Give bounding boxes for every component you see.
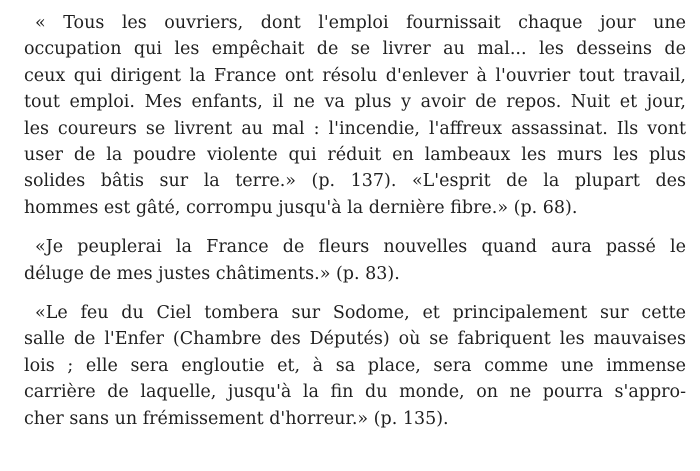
text-line: cher sans un frémissement d'horreur.» (p. 135). bbox=[24, 408, 449, 429]
text-line: les coureurs se livrent au mal : l'incendie, l'affreux assassinat. Ils vont bbox=[24, 118, 686, 139]
text-line: déluge de mes justes châtiments.» (p. 83). bbox=[24, 263, 400, 284]
text-line: hommes est gâté, corrompu jusqu'à la dernière fibre.» (p. 68). bbox=[24, 197, 578, 218]
text-line: carrière de laquelle, jusqu'à la fin du monde, on ne pourra s'appro- bbox=[24, 382, 686, 403]
text-line: «Je peuplerai la France de fleurs nouvelles quand aura passé le bbox=[35, 237, 686, 258]
text-line: occupation qui les empêchait de se livrer au mal... les desseins de bbox=[24, 39, 686, 60]
paragraph-2 bbox=[24, 234, 686, 287]
text-line: ceux qui dirigent la France ont résolu d'enlever à l'ouvrier tout travail, bbox=[24, 65, 686, 86]
text-line: salle de l'Enfer (Chambre des Députés) où se fabriquent les mauvaises bbox=[24, 329, 686, 350]
text-line: « Tous les ouvriers, dont l'emploi fournissait chaque jour une bbox=[35, 13, 686, 33]
text-line: lois ; elle sera engloutie et, à sa place, sera comme une immense bbox=[24, 355, 686, 376]
text-line: solides bâtis sur la terre.» (p. 137). «L'esprit de la plupart des bbox=[24, 171, 686, 192]
text-line: «Le feu du Ciel tombera sur Sodome, et principalement sur cette bbox=[35, 303, 686, 324]
paragraph-1 bbox=[24, 10, 686, 221]
text-line: tout emploi. Mes enfants, il ne va plus y avoir de repos. Nuit et jour, bbox=[24, 92, 686, 113]
paragraph-3 bbox=[24, 300, 686, 432]
text-line: user de la poudre violente qui réduit en lambeaux les murs les plus bbox=[24, 145, 686, 166]
